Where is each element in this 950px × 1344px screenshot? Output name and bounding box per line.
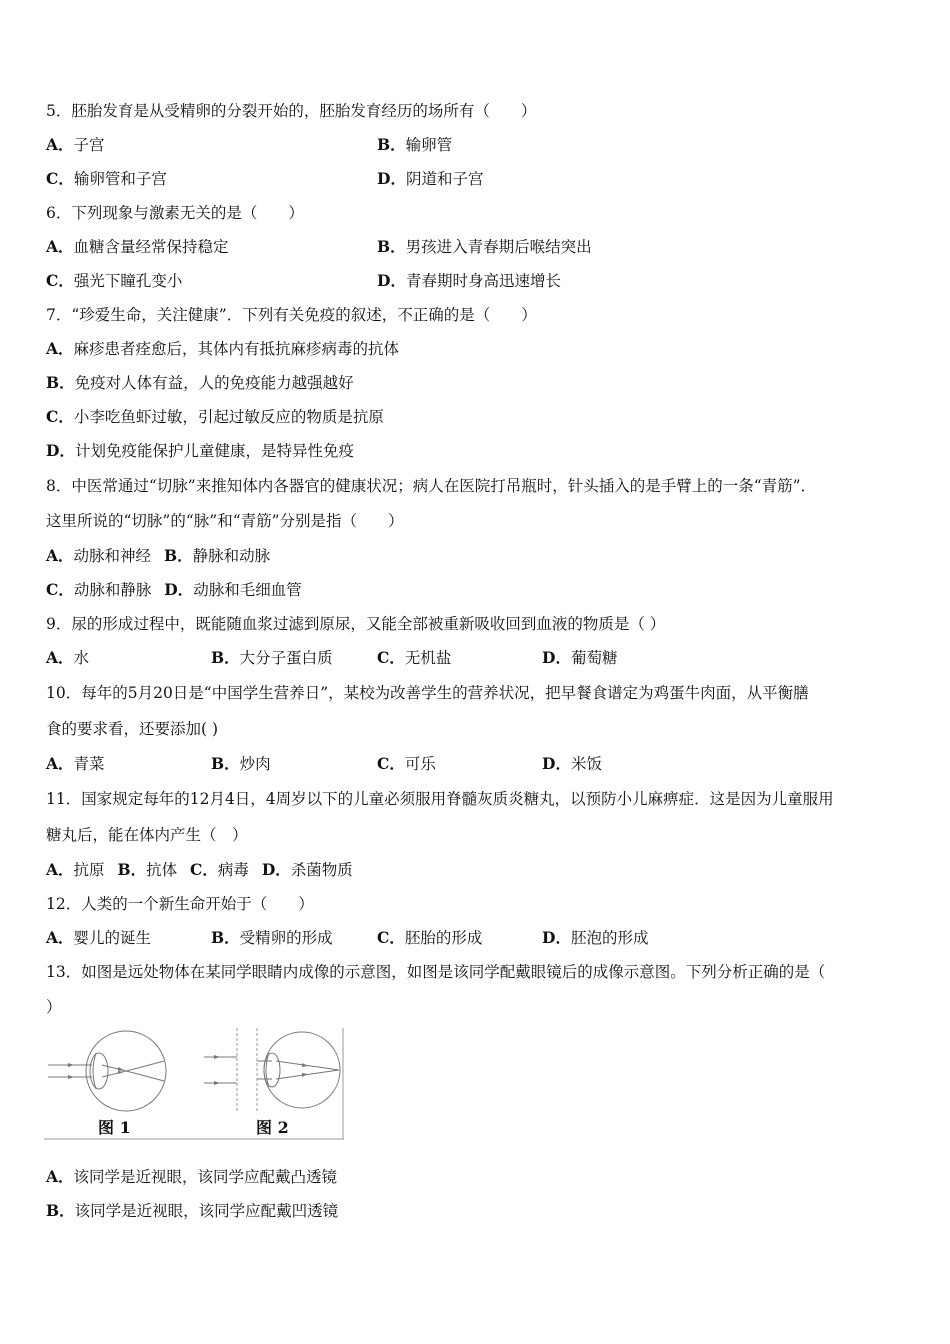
q5-option-d[interactable]: [377, 169, 483, 189]
option-label: A．: [46, 1167, 74, 1186]
option-text: 动脉和静脉: [73, 581, 152, 599]
option-label: A．: [46, 928, 74, 947]
option-text: 抗体: [146, 861, 178, 879]
q12-option-d[interactable]: [542, 928, 648, 948]
option-label: D．: [542, 754, 571, 773]
q7-stem: 7．“珍爱生命，关注健康”．下列有关免疫的叙述，不正确的是（ ）: [46, 306, 537, 324]
option-label: D．: [377, 271, 406, 290]
q8-stem-line2: 这里所说的“切脉”的“脉”和“青筋”分别是指（ ）: [46, 512, 404, 530]
option-text: 炒肉: [239, 755, 271, 773]
option-text: 婴儿的诞生: [73, 929, 152, 947]
option-label: B．: [46, 373, 75, 392]
option-text: 大分子蛋白质: [239, 649, 333, 667]
q7-option-d[interactable]: [46, 441, 354, 461]
option-text: 小李吃鱼虾过敏，引起过敏反应的物质是抗原: [73, 408, 384, 426]
option-text: 男孩进入青春期后喉结突出: [405, 238, 592, 256]
q12-option-c[interactable]: [377, 928, 482, 948]
q7-option-c[interactable]: [46, 407, 384, 427]
q8-options-row1: [46, 546, 270, 566]
q11-stem-line2: 糖丸后，能在体内产生（ ）: [46, 826, 248, 844]
option-text: 阴道和子宫: [405, 170, 484, 188]
option-text: 葡萄糖: [570, 649, 618, 667]
option-label: A．: [46, 754, 74, 773]
option-label: C．: [377, 754, 405, 773]
q10-option-b[interactable]: [211, 754, 271, 774]
q13-option-a[interactable]: [46, 1167, 337, 1187]
q12-stem: 12．人类的一个新生命开始于（ ）: [46, 895, 314, 913]
option-label: D．: [261, 860, 291, 879]
option-text: 青春期时身高迅速增长: [405, 272, 561, 290]
q8-option-a[interactable]: [46, 547, 151, 565]
option-text: 胚泡的形成: [570, 929, 649, 947]
option-label: B．: [117, 860, 147, 879]
q12-option-b[interactable]: [211, 928, 333, 948]
q8-option-c[interactable]: [46, 581, 151, 599]
option-label: D．: [377, 169, 406, 188]
q13-stem-line2: ）: [46, 998, 62, 1016]
q9-option-b[interactable]: [211, 648, 333, 668]
option-label: B．: [377, 135, 406, 154]
q6-stem: 6．下列现象与激素无关的是（ ）: [46, 204, 304, 222]
q11-stem-line1: 11．国家规定每年的12月4日，4周岁以下的儿童必须服用脊髓灰质炎糖丸，以预防小儿麻痹症．这是因为儿童服用: [46, 790, 834, 808]
q8-option-b[interactable]: [164, 547, 270, 565]
q8-option-d[interactable]: [164, 581, 301, 599]
option-text: 子宫: [73, 136, 105, 154]
q5-option-c[interactable]: [46, 169, 167, 189]
option-text: 抗原: [73, 861, 105, 879]
option-text: 动脉和神经: [73, 547, 152, 565]
option-label: C．: [190, 860, 218, 879]
option-label: A．: [46, 339, 74, 358]
q13-option-b[interactable]: [46, 1201, 338, 1221]
q9-option-c[interactable]: [377, 648, 451, 668]
q6-option-a[interactable]: [46, 237, 229, 257]
option-label: C．: [377, 648, 405, 667]
q12-option-a[interactable]: [46, 928, 151, 948]
q11-option-d[interactable]: [262, 861, 353, 879]
q7-option-b[interactable]: [46, 373, 354, 393]
q5-stem: 5．胚胎发育是从受精卵的分裂开始的，胚胎发育经历的场所有（ ）: [46, 102, 537, 120]
option-label: A．: [46, 860, 74, 879]
option-text: 输卵管和子宫: [73, 170, 167, 188]
option-text: 静脉和动脉: [192, 547, 271, 565]
option-label: B．: [211, 648, 240, 667]
option-text: 病毒: [217, 861, 249, 879]
option-label: B．: [377, 237, 406, 256]
q5-option-a[interactable]: [46, 135, 105, 155]
q8-options-row2: [46, 580, 302, 600]
option-text: 强光下瞳孔变小: [73, 272, 183, 290]
option-label: D．: [542, 928, 571, 947]
q11-option-a[interactable]: [46, 861, 105, 879]
q5-option-b[interactable]: [377, 135, 452, 155]
option-label: C．: [46, 169, 74, 188]
option-label: B．: [211, 754, 240, 773]
q10-stem-line1: 10．每年的5月20日是“中国学生营养日”，某校为改善学生的营养状况，把早餐食谱定为鸡蛋牛肉面，从平衡膳: [46, 684, 809, 702]
option-label: C．: [46, 407, 74, 426]
q6-option-d[interactable]: [377, 271, 561, 291]
option-label: A．: [46, 135, 74, 154]
figure-1-caption: 图 1: [98, 1118, 131, 1137]
q9-option-d[interactable]: [542, 648, 617, 668]
option-label: D．: [542, 648, 571, 667]
option-text: 该同学是近视眼，该同学应配戴凸透镜: [73, 1168, 338, 1186]
option-label: B．: [163, 546, 193, 565]
option-label: A．: [46, 546, 74, 565]
option-label: B．: [211, 928, 240, 947]
option-label: C．: [46, 271, 74, 290]
figure-2-caption: 图 2: [256, 1118, 289, 1137]
option-text: 动脉和毛细血管: [193, 581, 302, 599]
q10-option-c[interactable]: [377, 754, 436, 774]
option-text: 无机盐: [404, 649, 452, 667]
q6-option-b[interactable]: [377, 237, 592, 257]
option-text: 计划免疫能保护儿童健康，是特异性免疫: [74, 442, 354, 460]
option-text: 输卵管: [405, 136, 453, 154]
option-label: C．: [46, 580, 74, 599]
q7-option-a[interactable]: [46, 339, 399, 359]
q10-option-d[interactable]: [542, 754, 602, 774]
option-label: A．: [46, 648, 74, 667]
eye-2: [204, 1032, 340, 1108]
option-text: 水: [73, 649, 90, 667]
option-text: 胚胎的形成: [404, 929, 483, 947]
option-text: 麻疹患者痊愈后，其体内有抵抗麻疹病毒的抗体: [73, 340, 400, 358]
option-label: D．: [164, 580, 194, 599]
option-text: 血糖含量经常保持稳定: [73, 238, 229, 256]
option-text: 米饭: [570, 755, 602, 773]
q11-option-b[interactable]: [117, 861, 177, 879]
q11-options-row: [46, 860, 353, 880]
q6-option-c[interactable]: [46, 271, 182, 291]
option-text: 可乐: [404, 755, 436, 773]
q11-option-c[interactable]: [190, 861, 249, 879]
q13-stem-line1: 13．如图是远处物体在某同学眼睛内成像的示意图，如图是该同学配戴眼镜后的成像示意图。下列分析正确的是（: [46, 963, 826, 981]
option-text: 免疫对人体有益，人的免疫能力越强越好: [74, 374, 354, 392]
q10-stem-line2: 食的要求看，还要添加( ): [46, 720, 219, 738]
option-label: B．: [46, 1201, 75, 1220]
option-label: A．: [46, 237, 74, 256]
q9-option-a[interactable]: [46, 648, 89, 668]
eye-diagram-figure: [44, 1028, 344, 1140]
option-text: 该同学是近视眼，该同学应配戴凹透镜: [74, 1202, 339, 1220]
option-text: 青菜: [73, 755, 105, 773]
q10-option-a[interactable]: [46, 754, 105, 774]
eye-1: [48, 1031, 166, 1111]
option-text: 受精卵的形成: [239, 929, 333, 947]
eye-2-arrows: [214, 1055, 308, 1085]
option-text: 杀菌物质: [290, 861, 353, 879]
eye-diagram-svg: [44, 1028, 344, 1140]
q8-stem-line1: 8．中医常通过“切脉”来推知体内各器官的健康状况；病人在医院打吊瓶时，针头插入的是手臂上的一条“青筋”．: [46, 477, 817, 495]
concave-lens: [237, 1028, 257, 1112]
q9-stem: 9．尿的形成过程中，既能随血浆过滤到原尿，又能全部被重新吸收回到血液的物质是（ ）: [46, 615, 666, 633]
option-label: C．: [377, 928, 405, 947]
option-label: D．: [46, 441, 75, 460]
